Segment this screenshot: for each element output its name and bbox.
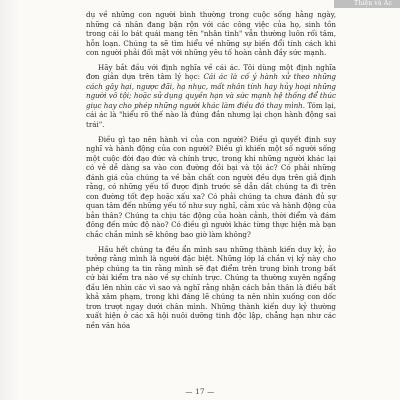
text-segment: Tóm lại, cái ác là "hiểu rõ thế nào là đúng đắn nhưng lại chọn hành động sai trái". bbox=[86, 100, 336, 130]
paragraph-p2 bbox=[86, 63, 336, 130]
running-title: Thiện và Ác bbox=[354, 0, 392, 7]
text-segment: Điều gì tạo nên hành vi của con người? Điều gì quyết định suy nghĩ và hành động của con người? Điều gì khiến một số người sống một cuộc đời đạo đức và chính trực, trong khi những người khác lại có vẻ dễ dàng sa vào con đường đồi bại và tội ác? Có phải những đánh giá của chúng ta về bản chất con người đều dựa trên giả định rằng, có những yếu tố được định trước sẽ dẫn dắt chúng ta đi trên con đường tốt đẹp hoặc xấu xa? Có phải chúng ta chưa đánh đủ sự quan tâm đến những yếu tố như suy nghĩ, cảm xúc và hành động của bản thân? Chúng ta chịu tác động của hoàn cảnh, thời điểm và đám đông đến mức độ nào? Có điều gì người khác từng thực hiện mà bạn chắc chắn mình sẽ không bao giờ làm không? bbox=[86, 134, 336, 240]
gutter-shadow bbox=[0, 0, 20, 400]
text-segment: dụ về những con người bình thường trong cuộc sống hằng ngày, những cá nhân đang bận rộn với các công việc của họ, sinh tồn trong cái lo bát quái mang tên "nhân tình" vẫn thường luôn rối tâm, hỗn loạn. Chúng ta sẽ tìm hiểu về những sự biến đổi tính cách khi con người phải đối mặt với những yêu tố hoàn cảnh đầy sức mạnh. bbox=[86, 10, 336, 58]
body-text bbox=[86, 10, 336, 336]
italic-definition: Cái ác là cố ý hành xử theo những cách gây hại, ngược đãi, hạ nhục, mất nhân tính hay hủy hoại những người vô tội; hoặc sử dụng quyền hạn và sức mạnh hệ thống để thúc giục hay cho phép những người khác làm điều đó thay mình. bbox=[86, 72, 336, 110]
paragraph-p3 bbox=[86, 135, 336, 240]
running-title-tab bbox=[334, 0, 400, 8]
text-segment: Hầu hết chúng ta đều ẩn mình sau những thành kiến duy kỷ, ảo tưởng rằng mình là người đặc biệt. Những lớp lá chắn vị kỷ này cho phép chúng ta tin rằng mình sẽ đạt điểm trên trung bình trong bất cứ bài kiểm tra nào về sự chính trực. Chúng ta thường xuyên ngẩng đầu lên nhìn các vì sao và nghĩ rằng nhận cách bản thân là điều bất khả xâm phạm, trong khi đáng lẽ chúng ta nên nhìn xuống con dốc trơn trượt ngay dưới chân mình. Những thành kiến duy kỷ thường xuất hiện ở các xã hội nuôi dưỡng tinh độc lập, chẳng hạn như các nền văn hóa bbox=[86, 244, 336, 330]
paragraph-p4 bbox=[86, 245, 336, 331]
page-number: — 17 — bbox=[185, 388, 215, 396]
paragraph-p1 bbox=[86, 10, 336, 58]
text-segment: Hãy bắt đầu với định nghĩa về cái ác. Tôi dùng một định nghĩa đơn giản dựa trên tâm lý học: bbox=[86, 62, 336, 82]
